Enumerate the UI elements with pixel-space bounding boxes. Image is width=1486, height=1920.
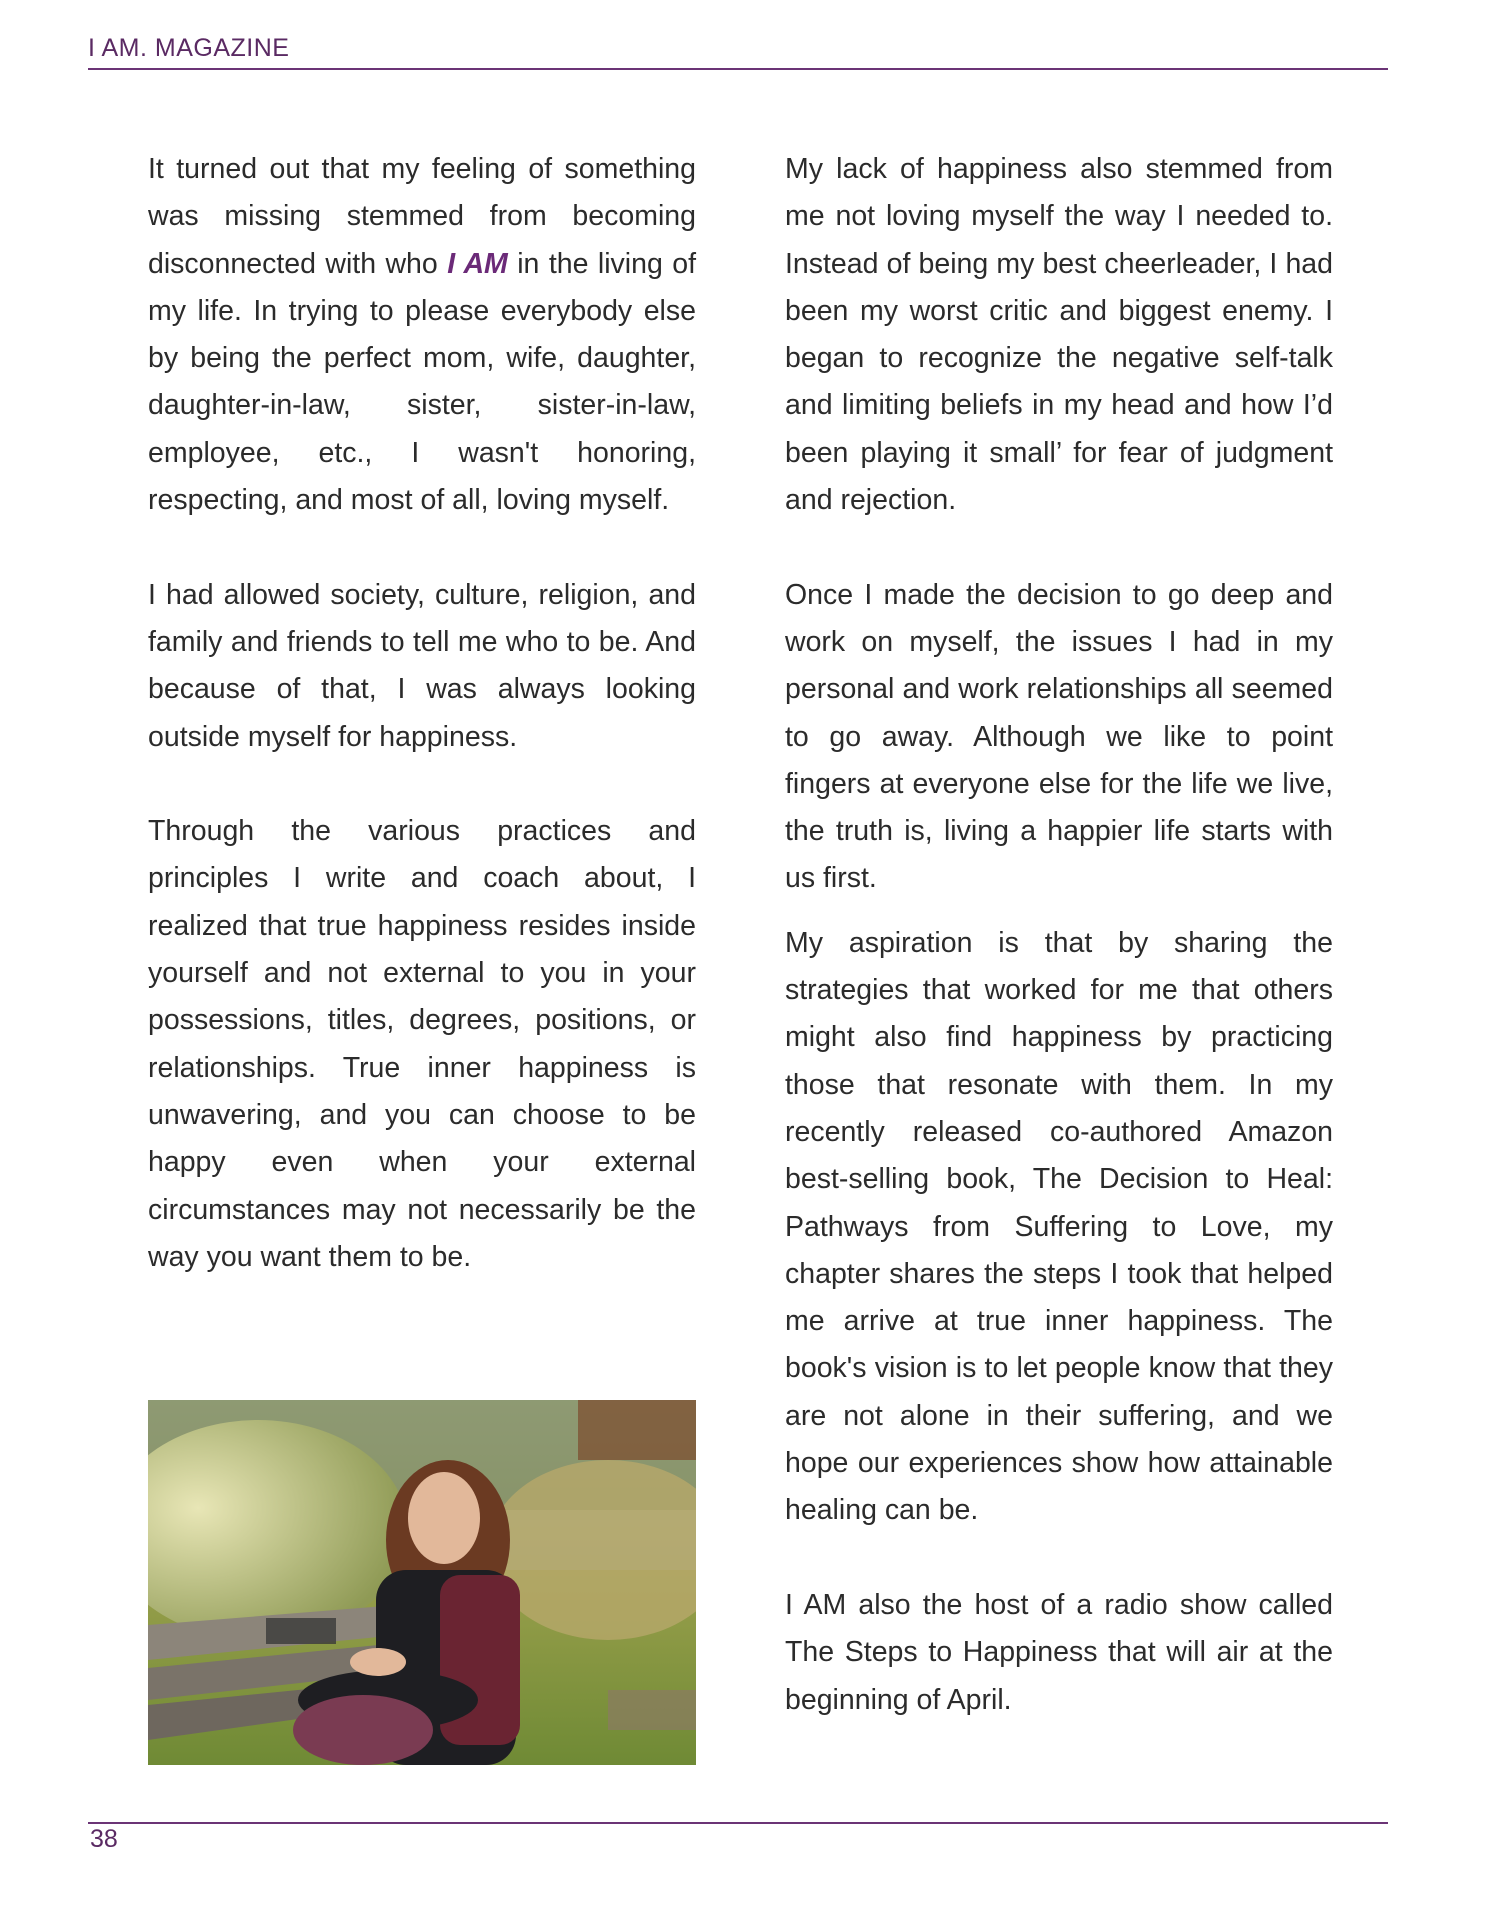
- right-paragraph-4: I AM also the host of a radio show called The Steps to Happiness that will air at the beginning of April.: [785, 1588, 1333, 1716]
- right-column: [785, 146, 1333, 1771]
- header-divider: [88, 68, 1388, 70]
- left-paragraph-2: I had allowed society, culture, religion, and family and friends to tell me who to be. And because of that, I was always looking outside myself for happiness.: [148, 578, 696, 753]
- right-paragraph-3: My aspiration is that by sharing the strategies that worked for me that others might also find happiness by practicing those that resonate with them. In my recently released co-authored Amazon best-selling book, The Decision to Heal: Pathways from Suffering to Love, my chapter shares the steps I took that helped me arrive at true inner happiness. The book's vision is to let people know that they are not alone in their suffering, and we hope our experiences show how attainable healing can be.: [785, 926, 1333, 1527]
- page-number: 38: [90, 1825, 118, 1853]
- right-paragraph-2: Once I made the decision to go deep and work on myself, the issues I had in my personal and work relationships all seemed to go away. Although we like to point fingers at everyone else for the life we live, the truth is, living a happier life starts with us first.: [785, 578, 1333, 895]
- right-paragraph-1: My lack of happiness also stemmed from me not loving myself the way I needed to. Instead of being my best cheerleader, I had been my worst critic and biggest enemy. I began to recognize the negative self-talk and limiting beliefs in my head and how I’d been playing it small’ for fear of judgment and rejection.: [785, 153, 1333, 517]
- left-p1-text-b: in the living of my life. In trying to please everybody else by being the perfect mom, wife, daughter, daughter-in-law, sister, sister-in-law, employee, etc., I wasn't honoring, respecting, and most of all, loving myself.: [148, 247, 696, 517]
- footer-divider: [88, 1822, 1388, 1824]
- i-am-emphasis: I AM: [447, 247, 508, 280]
- magazine-header: I AM. MAGAZINE: [88, 34, 290, 62]
- left-column: [148, 146, 696, 1328]
- author-photo: [148, 1400, 696, 1765]
- left-p1-text-a: It turned out that my feeling of something was missing stemmed from becoming disconnected with who: [148, 153, 696, 280]
- left-paragraph-3: Through the various practices and principles I write and coach about, I realized that true happiness resides inside yourself and not external to you in your possessions, titles, degrees, positions, or relationships. True inner happiness is unwavering, and you can choose to be happy even when your external circumstances may not necessarily be the way you want them to be.: [148, 815, 696, 1273]
- left-paragraph-1: [148, 146, 696, 524]
